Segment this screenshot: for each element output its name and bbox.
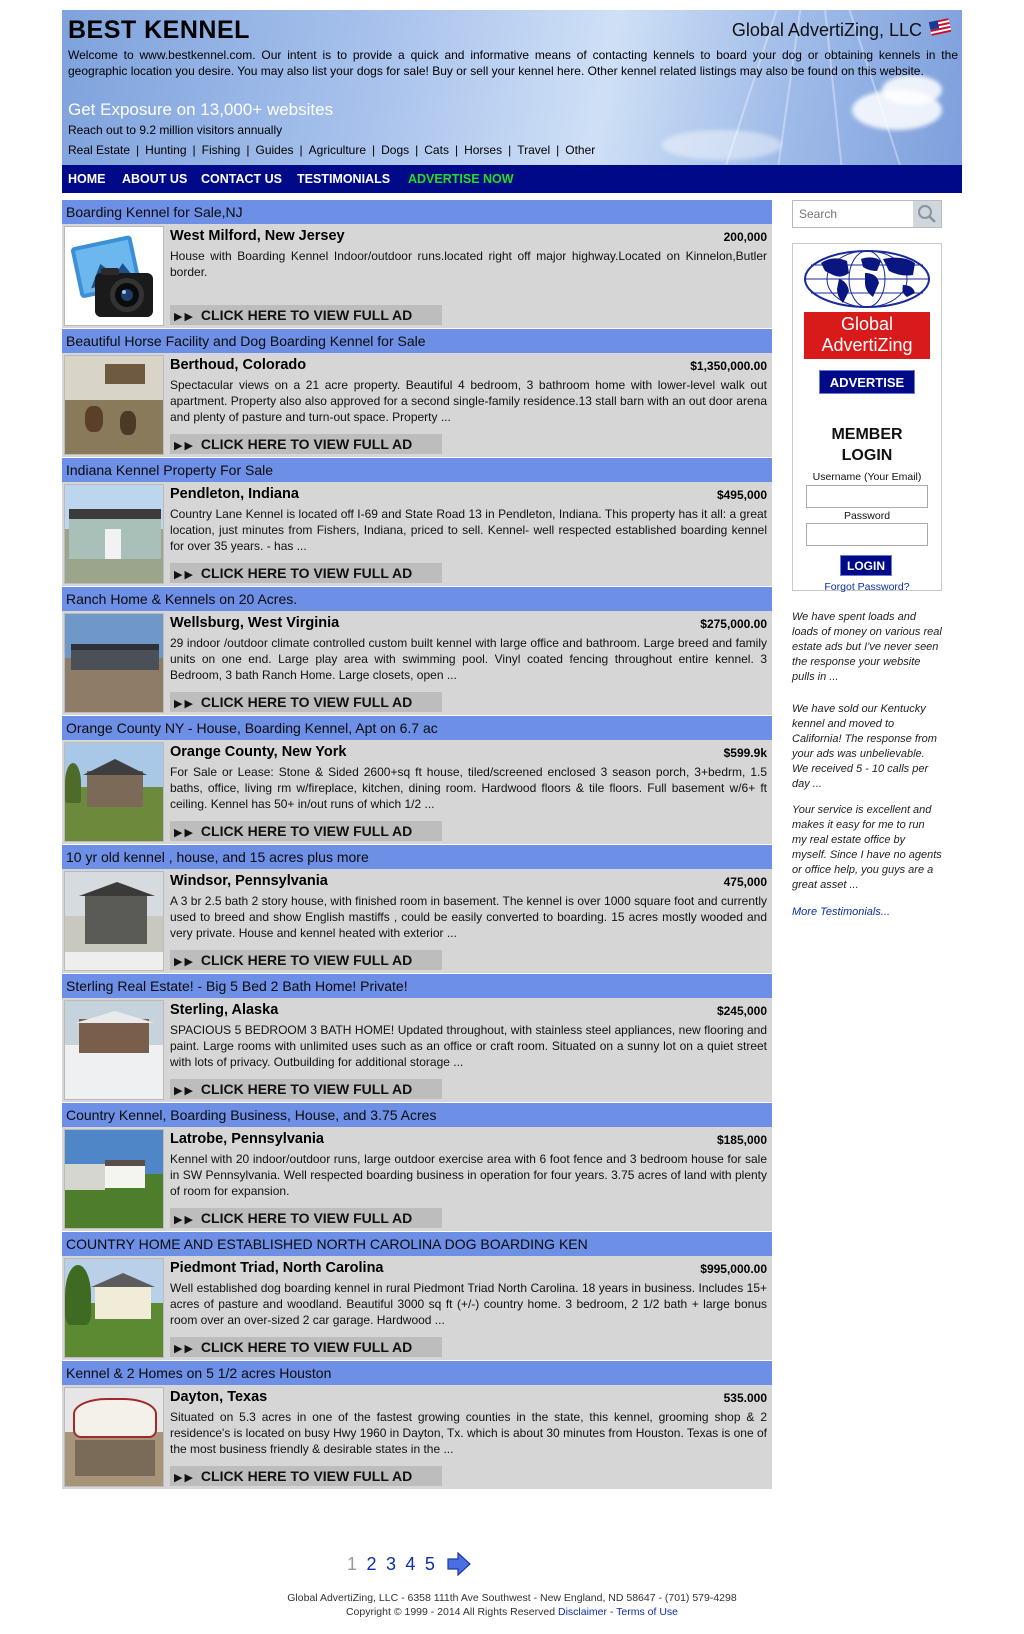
listing-location[interactable]: Wellsburg, West Virginia [170, 615, 340, 631]
password-label: Password [843, 510, 891, 522]
listing-thumbnail[interactable] [64, 1000, 164, 1100]
listing-price: $1,350,000.00 [690, 359, 767, 373]
listing-card [62, 1361, 772, 1489]
copyright-text: Copyright © 1999 - 2014 All Rights Reserved [345, 1606, 556, 1618]
view-full-ad-button[interactable] [170, 1208, 442, 1228]
category-link-guides[interactable]: Guides [255, 143, 294, 157]
view-full-ad-button[interactable] [170, 1337, 442, 1357]
listing-thumbnail[interactable] [64, 1129, 164, 1229]
listing-description: House with Boarding Kennel Indoor/outdoor runs.located right off major highway.Located on Kinnelon,Butler border. [170, 249, 767, 279]
page-link-1[interactable]: 1 [347, 1553, 358, 1574]
listing-card [62, 458, 772, 586]
search-button[interactable] [913, 201, 941, 227]
listing-price: 200,000 [723, 230, 767, 244]
view-full-ad-button[interactable] [170, 563, 442, 583]
listing-description: Kennel with 20 indoor/outdoor runs, large outdoor exercise area with 6 foot fence and 3 bedroom house for sale in SW Pennsylvania. Well respected boarding business in operation for four years. 3.75 acres of land with plenty of room for expansion. [170, 1152, 767, 1198]
listing-card [62, 587, 772, 715]
listing-description: A 3 br 2.5 bath 2 story house, with finished room in basement. The kennel is over 1000 square foot and currently used to breed and show English mastiffs , could be easily converted to boarding. 15 acres mostly wooded and very private. House and kennel heated with exterior ... [170, 894, 767, 940]
brand-line-1: Global [840, 314, 894, 334]
view-full-ad-label: CLICK HERE TO VIEW FULL AD [200, 823, 413, 839]
terms-of-use-link[interactable]: Terms of Use [616, 1606, 679, 1618]
view-full-ad-label: CLICK HERE TO VIEW FULL AD [200, 952, 413, 968]
category-link-real-estate[interactable]: Real Estate [68, 143, 131, 157]
listing-location[interactable]: Pendleton, Indiana [170, 486, 299, 502]
disclaimer-link[interactable]: Disclaimer [558, 1606, 608, 1618]
play-arrows-icon: ▶▶ [174, 1472, 195, 1484]
listing-thumbnail[interactable] [64, 484, 164, 584]
listing-thumbnail[interactable] [64, 742, 164, 842]
footer-address: Global AdvertiZing, LLC - 6358 111th Ave Southwest - New England, ND 58647 - (701) 579-4298 [287, 1592, 737, 1604]
listing-location[interactable]: Sterling, Alaska [170, 1002, 279, 1018]
listing-location[interactable]: Latrobe, Pennsylvania [170, 1131, 324, 1147]
listing-price: 475,000 [723, 875, 767, 889]
listing-price: $275,000.00 [700, 617, 767, 631]
category-link-horses[interactable]: Horses [464, 143, 503, 157]
site-header [62, 10, 962, 165]
listing-location[interactable]: West Milford, New Jersey [170, 228, 345, 244]
listing-heading[interactable]: Sterling Real Estate! - Big 5 Bed 2 Bath Home! Private! [62, 974, 772, 998]
listing-card [62, 200, 772, 328]
listing-thumbnail[interactable] [64, 1387, 164, 1487]
listing-description: For Sale or Lease: Stone & Sided 2600+sq ft house, tiled/screened enclosed 3 season porch, 3+bedrm, 1.5 baths, office, living rm w/fireplace, kitchen, dining room. Hardwood floors & tile floors. Full basement w/6+ ft ceiling. Kennel has 50+ in/out runs of which 1/2 ... [170, 765, 767, 811]
search-box [792, 200, 942, 228]
listing-location[interactable]: Berthoud, Colorado [170, 357, 307, 373]
view-full-ad-button[interactable] [170, 692, 442, 712]
testimonial-quote: We have sold our Kentucky kennel and moved to California! The response from your ads was unbelievable. We received 5 - 10 calls per day ... [792, 703, 937, 790]
testimonial-quote: Your service is excellent and makes it easy for me to run my real estate office by myself. Since I have no agents or office help, you guys are a great asset ... [792, 804, 942, 891]
view-full-ad-button[interactable] [170, 1466, 442, 1486]
company-name: Global AdvertiZing, LLC [731, 20, 922, 40]
play-arrows-icon: ▶▶ [174, 569, 195, 581]
category-link-cats[interactable]: Cats [424, 143, 449, 157]
listing-location[interactable]: Piedmont Triad, North Carolina [170, 1260, 384, 1276]
view-full-ad-button[interactable] [170, 821, 442, 841]
nav-home[interactable]: HOME [68, 172, 106, 186]
page-link-2[interactable]: 2 [366, 1553, 377, 1574]
listing-price: 535.000 [723, 1391, 767, 1405]
view-full-ad-button[interactable] [170, 950, 442, 970]
next-arrow-icon[interactable] [446, 1551, 472, 1577]
category-link-hunting[interactable]: Hunting [145, 143, 187, 157]
listing-card [62, 329, 772, 457]
page-link-5[interactable]: 5 [424, 1553, 435, 1574]
listing-heading[interactable]: Beautiful Horse Facility and Dog Boarding Kennel for Sale [62, 329, 772, 353]
listing-location[interactable]: Windsor, Pennsylvania [170, 873, 328, 889]
main-nav [62, 165, 962, 193]
listing-description: SPACIOUS 5 BEDROOM 3 BATH HOME! Updated throughout, with stainless steel appliances, new flooring and paint. Large rooms with unlimited uses such as an office or craft room. Situated on a sunny lot on a quiet street with lots of privacy. Outbuilding for additional storage ... [170, 1023, 767, 1069]
listing-card [62, 1232, 772, 1360]
listing-card [62, 845, 772, 973]
category-link-dogs[interactable]: Dogs [381, 143, 410, 157]
play-arrows-icon: ▶▶ [174, 1085, 195, 1097]
member-line-2: LOGIN [841, 447, 893, 464]
listing-heading[interactable]: Country Kennel, Boarding Business, House, and 3.75 Acres [62, 1103, 772, 1127]
nav-about-us[interactable]: ABOUT US [122, 172, 188, 186]
play-arrows-icon: ▶▶ [174, 698, 195, 710]
listing-thumbnail[interactable] [64, 1258, 164, 1358]
forgot-password-link[interactable]: Forgot Password? [824, 581, 910, 593]
listing-price: $185,000 [716, 1133, 767, 1147]
play-arrows-icon: ▶▶ [174, 827, 195, 839]
listing-heading[interactable]: Indiana Kennel Property For Sale [62, 458, 772, 482]
us-flag-icon [928, 17, 952, 37]
listing-card [62, 974, 772, 1102]
brand-line-2: AdvertiZing [821, 335, 913, 355]
listing-heading[interactable]: COUNTRY HOME AND ESTABLISHED NORTH CAROLINA DOG BOARDING KEN [62, 1232, 772, 1256]
world-globe-icon [803, 249, 931, 309]
play-arrows-icon: ▶▶ [174, 1343, 195, 1355]
listing-price: $995,000.00 [700, 1262, 767, 1276]
nav-contact-us[interactable]: CONTACT US [201, 172, 283, 186]
site-title[interactable]: BEST KENNEL [68, 16, 250, 44]
view-full-ad-label: CLICK HERE TO VIEW FULL AD [200, 1339, 413, 1355]
advertise-login-box [792, 243, 942, 591]
password-field[interactable] [806, 523, 928, 546]
view-full-ad-label: CLICK HERE TO VIEW FULL AD [200, 694, 413, 710]
category-link-travel[interactable]: Travel [517, 143, 551, 157]
camera-icon [65, 227, 164, 326]
view-full-ad-button[interactable] [170, 434, 442, 454]
category-link-other[interactable]: Other [565, 143, 596, 157]
play-arrows-icon: ▶▶ [174, 311, 195, 323]
listing-thumbnail[interactable] [64, 355, 164, 455]
listing-price: $495,000 [716, 488, 767, 502]
reach-text: Reach out to 9.2 million visitors annually [68, 123, 283, 137]
listing-description: Well established dog boarding kennel in rural Piedmont Triad North Carolina. 18 years in business. Includes 15+ acres of pasture and woodland. Beautiful 3000 sq ft (+/-) country home. 3 bedroom, 2 1/2 bath + large bonus room over an over-sized 2 car garage. Hardwood ... [170, 1281, 767, 1327]
view-full-ad-label: CLICK HERE TO VIEW FULL AD [200, 1081, 413, 1097]
exposure-headline: Get Exposure on 13,000+ websites [68, 100, 334, 119]
page-link-4[interactable]: 4 [405, 1553, 416, 1574]
listing-card [62, 1103, 772, 1231]
listing-heading[interactable]: Kennel & 2 Homes on 5 1/2 acres Houston [62, 1361, 772, 1385]
category-link-agriculture[interactable]: Agriculture [308, 143, 366, 157]
view-full-ad-label: CLICK HERE TO VIEW FULL AD [200, 1210, 413, 1226]
view-full-ad-button[interactable] [170, 1079, 442, 1099]
search-icon [913, 201, 941, 227]
view-full-ad-label: CLICK HERE TO VIEW FULL AD [200, 565, 413, 581]
username-label: Username (Your Email) [812, 471, 922, 483]
listing-description: Country Lane Kennel is located off I-69 and State Road 13 in Pendleton, Indiana. This property has it all: a great location, just minutes from Fishers, Indiana, priced to sell. Kennel- well respected established boarding kennel for over 35 years. - has ... [170, 507, 767, 553]
footer-links [0, 1606, 1024, 1618]
listing-thumbnail[interactable] [64, 226, 164, 326]
view-full-ad-label: CLICK HERE TO VIEW FULL AD [200, 307, 413, 323]
login-button[interactable]: LOGIN [840, 555, 892, 576]
view-full-ad-label: CLICK HERE TO VIEW FULL AD [200, 1468, 413, 1484]
listing-location[interactable]: Dayton, Texas [170, 1389, 268, 1405]
listing-description: Situated on 5.3 acres in one of the fastest growing counties in the state, this kennel, grooming shop & 2 residence's is located on busy Hwy 1960 in Dayton, Tx. which is about 30 minutes from Houston. Texas is one of the most business friendly & desirable states in the ... [170, 1410, 767, 1456]
listing-thumbnail[interactable] [64, 871, 164, 971]
play-arrows-icon: ▶▶ [174, 956, 195, 968]
username-field[interactable] [806, 485, 928, 508]
listing-heading[interactable]: 10 yr old kennel , house, and 15 acres plus more [62, 845, 772, 869]
listing-card [62, 716, 772, 844]
member-login-heading [793, 424, 941, 466]
category-link-fishing[interactable]: Fishing [201, 143, 241, 157]
intro-text: Welcome to www.bestkennel.com. Our intent is to provide a quick and informative means of contacting kennels to board your dog or obtaining kennels in the geographic location you desire. You may also list your dogs for sale! Buy or sell your kennel here. Other kennel related listings may also be found on this website. [68, 48, 958, 78]
listing-heading[interactable]: Ranch Home & Kennels on 20 Acres. [62, 587, 772, 611]
testimonial-quote: We have spent loads and loads of money on various real estate ads but I've never seen the response your website pulls in ... [792, 611, 942, 683]
global-advertizing-logo[interactable] [804, 312, 930, 359]
member-line-1: MEMBER [831, 426, 903, 443]
listing-price: $599.9k [723, 746, 767, 760]
listing-location[interactable]: Orange County, New York [170, 744, 347, 760]
category-nav: Real Estate | Hunting | Fishing | Guides | Agriculture | Dogs | Cats | Horses | Travel | Other [68, 143, 596, 157]
play-arrows-icon: ▶▶ [174, 440, 195, 452]
footer-separator: - [609, 1606, 614, 1618]
listing-thumbnail[interactable] [64, 613, 164, 713]
listing-price: $245,000 [716, 1004, 767, 1018]
page-link-3[interactable]: 3 [385, 1553, 396, 1574]
view-full-ad-label: CLICK HERE TO VIEW FULL AD [200, 436, 413, 452]
advertise-button[interactable]: ADVERTISE [819, 370, 915, 394]
listing-description: Spectacular views on a 21 acre property. Beautiful 4 bedroom, 3 bathroom home with lower-level walk out apartment. Property also also approved for a second single-family residence.13 stall barn with an out door arena and plenty of pasture and turn-out space. Property ... [170, 378, 767, 424]
listing-heading[interactable]: Boarding Kennel for Sale,NJ [62, 200, 772, 224]
listing-heading[interactable]: Orange County NY - House, Boarding Kennel, Apt on 6.7 ac [62, 716, 772, 740]
view-full-ad-button[interactable] [170, 305, 442, 325]
search-input[interactable] [793, 201, 913, 227]
pagination [347, 1551, 472, 1577]
nav-advertise-now[interactable]: ADVERTISE NOW [408, 172, 514, 186]
listing-description: 29 indoor /outdoor climate controlled custom built kennel with large office and bathroom. Large breed and family units on one end. Large play area with swimming pool. Vinyl coated fencing throughout entire kennel. 3 Bedroom, 3 bath Ranch Home. Large closets, open ... [170, 636, 767, 682]
more-testimonials-link[interactable]: More Testimonials... [792, 906, 891, 918]
nav-testimonials[interactable]: TESTIMONIALS [297, 172, 391, 186]
play-arrows-icon: ▶▶ [174, 1214, 195, 1226]
